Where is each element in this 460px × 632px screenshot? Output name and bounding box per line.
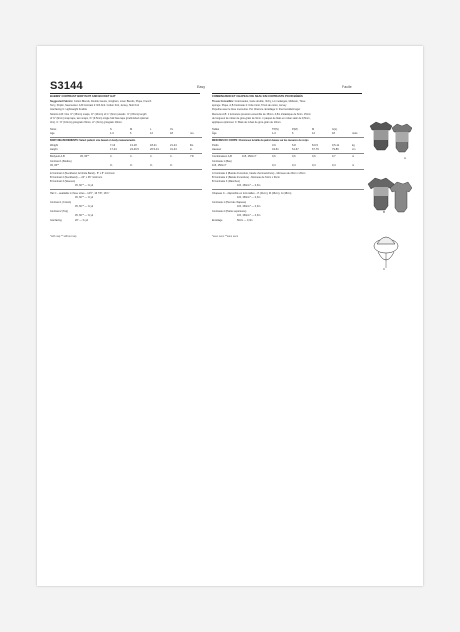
cell: 0,7 bbox=[332, 155, 336, 158]
top-sub-fr: 115, 150cm* — 0,3m bbox=[237, 214, 261, 217]
cell: TP(S) bbox=[272, 128, 279, 131]
cell: 7-13 bbox=[110, 144, 116, 147]
cell: ⅜ bbox=[130, 164, 133, 167]
height-row-fr bbox=[212, 149, 362, 152]
table-divider bbox=[212, 189, 364, 190]
cell: 79-86 bbox=[332, 148, 339, 151]
interfacing2-sub-fr: 50cm — 0,3m bbox=[237, 219, 253, 222]
mercerie-fr-2: de longueur de ruban de gros-grain de 9mm. 1 paquet de biais en ruban satin de 9,5mm, bbox=[212, 117, 311, 120]
cell: 67-79 bbox=[312, 148, 319, 151]
fabrics-label-en: Suggested Fabrics: bbox=[50, 100, 74, 103]
table-divider bbox=[50, 169, 202, 170]
crown-en: Contrast 1 (Crown) bbox=[50, 201, 72, 204]
cell: ⅜ bbox=[170, 164, 173, 167]
title-rule-en bbox=[50, 93, 200, 94]
cell: 0,4 bbox=[312, 164, 316, 167]
contrast1-en: Contrast 1 (Bodice) bbox=[50, 160, 72, 163]
cell: 17-24 bbox=[110, 148, 117, 151]
cell: 6 bbox=[292, 132, 294, 135]
bodysuit-row-en bbox=[50, 156, 202, 159]
fabrics-fr-2: éponge. Pique. A,B Contraste 2: Côte tricot, Tricot de coton, Jersey bbox=[212, 104, 287, 107]
table-divider bbox=[50, 189, 202, 190]
cell: 0,4 bbox=[272, 164, 276, 167]
table-divider bbox=[50, 153, 202, 154]
cell: mo. bbox=[190, 132, 195, 135]
table-divider bbox=[212, 137, 364, 138]
cell: 0,4 bbox=[332, 164, 336, 167]
cell: 18 bbox=[170, 132, 173, 135]
cell: Combinaison A,B bbox=[212, 155, 232, 158]
cell: in. bbox=[190, 148, 193, 151]
cell: 18-21 bbox=[150, 144, 157, 147]
fabrics-fr-3: Popeline avec le tissu mercerisé. Pur Chanvre. Entoilage C: thermocollant léger bbox=[212, 108, 301, 111]
contrast2-en: & Contrast 2 (Neckband, Armhole Band) - 8" x 8" minimum bbox=[50, 172, 115, 175]
pattern-envelope-page bbox=[37, 46, 423, 586]
notions-en-1: Notions A,B: One ⅝" (15mm) snaps, ⅜" (10mm) of ¼" (6mm) elastic. ⅝" (15mm) length bbox=[50, 113, 147, 116]
figure-label-a: A bbox=[404, 156, 407, 160]
interfacing-en: Interfacing C: Lightweight Fusible bbox=[50, 108, 87, 111]
cell: Hauteur bbox=[212, 148, 222, 151]
table-divider bbox=[212, 169, 364, 170]
hat-sub-fr: 115, 150cm* — 0,3m bbox=[237, 196, 261, 199]
cell: 6 bbox=[130, 132, 132, 135]
cell: ¾ bbox=[110, 155, 113, 158]
height-row-en bbox=[50, 149, 200, 152]
figure-label-c: C bbox=[383, 267, 386, 271]
cell: Poids bbox=[212, 144, 219, 147]
cell: 12 bbox=[150, 132, 153, 135]
contrast2-neck-fr: B Contraste 2 (Bande d'encolure) - Morceau de 61cm x 91cm bbox=[212, 176, 281, 179]
cell: 24-26.5 bbox=[130, 148, 139, 151]
age-row-en bbox=[50, 133, 200, 136]
cell: ⅜ bbox=[110, 164, 113, 167]
cell: L bbox=[150, 128, 152, 131]
pattern-number: S3144 bbox=[50, 80, 83, 92]
cell: 0,6 bbox=[312, 155, 316, 158]
notions-en-2: of ⅜" (9mm) snap tape, two snaps, ⅜" (9.5mm) single fold bias tape (prefinished optional bbox=[50, 117, 149, 120]
cell: Weight bbox=[50, 144, 59, 147]
cell: Tailles bbox=[212, 128, 220, 131]
top-en: Contrast 2 (Top) bbox=[50, 210, 68, 213]
cell: 21-24 bbox=[170, 144, 177, 147]
cell: 18 bbox=[332, 132, 335, 135]
cell: P(M) bbox=[292, 128, 298, 131]
hat-title-fr: Chapeau C – disponible en trois tailles – P (41cm), M (46cm), G (48cm) bbox=[212, 192, 292, 195]
cell: ¾ bbox=[130, 155, 133, 158]
interfacing2-sub-en: 20" — ⅜ yd bbox=[75, 219, 88, 222]
bucket-hat-c-icon bbox=[374, 237, 398, 268]
fabrics-label-fr: Tissus Conseillés: bbox=[212, 100, 234, 103]
sizes-row-fr bbox=[212, 129, 362, 132]
cell: 31-34 bbox=[170, 148, 177, 151]
bodysuit-a-icon bbox=[370, 122, 412, 152]
title-rule-fr bbox=[212, 93, 362, 94]
cell: 12 bbox=[312, 132, 315, 135]
contrast3-fr: B Contraste 3 (Manches) bbox=[212, 180, 240, 183]
contrast2-neck-en: B Contrast 2 (Neckband) — 24" x 36" minimum bbox=[50, 176, 103, 179]
body-measurements-title-en: BODY MEASUREMENTS: Select pattern size based on body measurements bbox=[50, 139, 136, 142]
hat-sub-en: 45, 60"* — ⅜ yd bbox=[75, 196, 94, 199]
cell: Âge bbox=[212, 132, 217, 135]
title-en: BABIES' CONTRAST BODYSUIT AND BUCKET HAT bbox=[50, 95, 116, 98]
fabrics-en-text-1: Cotton Blends, Double Gauze, Gingham, Linen Blends, Pique, French bbox=[73, 100, 152, 103]
cell: YD bbox=[190, 155, 194, 158]
cell: 0,6 bbox=[272, 155, 276, 158]
table-divider bbox=[212, 153, 364, 154]
table-divider bbox=[50, 137, 202, 138]
contrast1-fr: Contraste 1 (Bas) bbox=[212, 160, 232, 163]
cell: M bbox=[130, 128, 133, 131]
footnote-en: *with nap ** without nap bbox=[50, 235, 77, 238]
crown-sub-en: 45, 60"* — ⅜ yd bbox=[75, 205, 94, 208]
fabrics-en-2: Terry, Poplin, Seersucker. A,B Contrast 2: Rib Knit. Cotton Knit, Jersey, Slub Knit bbox=[50, 104, 139, 107]
cell: ¾ bbox=[170, 155, 173, 158]
crown-sub-fr: 115, 150cm* — 0,3m bbox=[237, 205, 261, 208]
cell: 115, 150cm* bbox=[212, 164, 227, 167]
sizes-row-en bbox=[50, 129, 200, 132]
contrast3-sub-en: 45, 60"* — ⅜ yd bbox=[75, 184, 94, 187]
title-fr: COMBINAISON ET CHAPEAU DE SEAU EN CONTRASTE POUR BÉBÉS bbox=[212, 95, 303, 98]
contrast3-en: B Contrast 3 (Sleeves) bbox=[50, 180, 76, 183]
difficulty-tag-en: Easy bbox=[197, 85, 205, 89]
cell: Height bbox=[50, 148, 58, 151]
cell: 26.5-31 bbox=[150, 148, 159, 151]
garment-illustrations bbox=[364, 118, 412, 278]
notions-en-3: trim). C: ⅜" (10mm) grosgrain ribbon, ⅛" (3mm) grosgrain ribbon. bbox=[50, 121, 123, 124]
cell: 45, 60"* bbox=[50, 164, 60, 167]
cell: m bbox=[352, 155, 355, 158]
cell: Sizes bbox=[50, 128, 57, 131]
contrast2-fr: A Contraste 2 (Bande d'encolure, bande d'emmanchure) - Morceau de 20cm x 20cm bbox=[212, 172, 306, 175]
cell: 6-8 bbox=[292, 144, 296, 147]
body-measurements-title-fr: MESURES DU CORPS: Choisissez la taille du patron basée sur les mesures du corps bbox=[212, 139, 309, 142]
figure-label-b: B bbox=[383, 210, 386, 214]
crown-fr: Contraste 1 (Pied de chapeau) bbox=[212, 201, 247, 204]
mercerie-fr-3: appliques optionnel. C: Biais de ruban de gros-grain de 10mm. bbox=[212, 121, 282, 124]
difficulty-tag-fr: Facile bbox=[342, 85, 352, 89]
cell: 1-3 bbox=[110, 132, 114, 135]
contrast3-sub-fr: 115, 150cm* — 0,3m bbox=[237, 184, 261, 187]
cell: cm bbox=[352, 148, 356, 151]
cell: 9,5-11 bbox=[332, 144, 340, 147]
interfacing2-fr: Entoilage bbox=[212, 219, 223, 222]
age-row-fr bbox=[212, 133, 362, 136]
footnote-fr: *avec sens **sans sens bbox=[212, 235, 239, 238]
cell: 8-9,5 bbox=[312, 144, 318, 147]
cell: G(L) bbox=[332, 128, 338, 131]
cell: 115, 150cm* bbox=[242, 155, 257, 158]
bodysuit-b-icon bbox=[368, 178, 412, 212]
cell: 0,6 bbox=[292, 155, 296, 158]
cell: 13-18 bbox=[130, 144, 137, 147]
cell: 45, 60"* bbox=[80, 155, 90, 158]
mercerie-fr-1: Mercerie A,B: 1 fermeture pression ensemble de 15mm. 3,8m d'élastique de 6mm. 15mm bbox=[212, 113, 311, 116]
hat-title-en: Hat C – available in three sizes – 14½", 16 7/8", 18⅞" bbox=[50, 192, 110, 195]
cell: XL bbox=[170, 128, 174, 131]
cell: M bbox=[312, 128, 315, 131]
contrast1-row-fr bbox=[212, 165, 364, 168]
combinaison-row-fr bbox=[212, 156, 364, 159]
cell: ¾ bbox=[150, 155, 153, 158]
contrast1-row-en bbox=[50, 165, 202, 168]
cell: mois bbox=[352, 132, 358, 135]
cell: lbs bbox=[190, 144, 194, 147]
cell: S bbox=[110, 128, 112, 131]
cell: ⅜ bbox=[150, 164, 153, 167]
cell: kg bbox=[352, 144, 355, 147]
cell: 61-67 bbox=[292, 148, 299, 151]
top-fr: Contraste 2 (Partie supérieure) bbox=[212, 210, 247, 213]
cell: 0,4 bbox=[292, 164, 296, 167]
cell: Bodysuit A,B bbox=[50, 155, 65, 158]
weight-row-en bbox=[50, 145, 200, 148]
cell: Age bbox=[50, 132, 55, 135]
cell: m bbox=[352, 164, 355, 167]
cell: 1-3 bbox=[272, 132, 276, 135]
interfacing2-en: Interfacing bbox=[50, 219, 62, 222]
top-sub-en: 45, 60"* — ⅜ yd bbox=[75, 214, 94, 217]
cell: 43-61 bbox=[272, 148, 279, 151]
cell: 3-6 bbox=[272, 144, 276, 147]
fabrics-fr-text-1: Cotonnades, Gaze double, Vichy, Lin mélangés, Molleton, Tissu bbox=[234, 100, 306, 103]
weight-row-fr bbox=[212, 145, 362, 148]
